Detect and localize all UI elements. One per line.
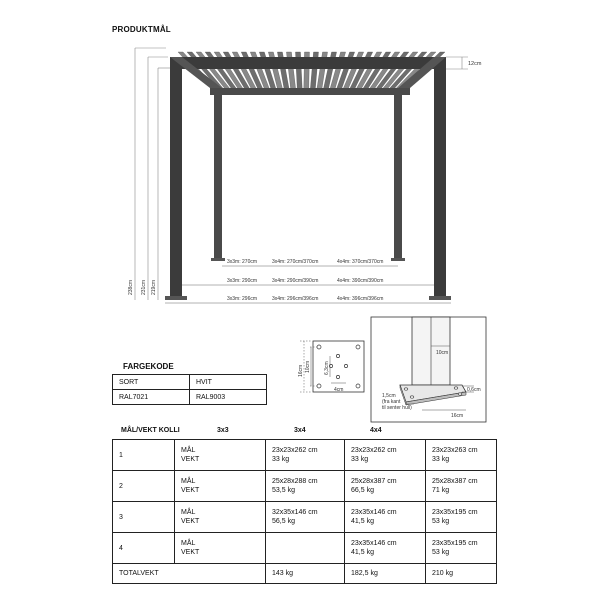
dimension-value: 23x23x262 cm <box>351 447 397 454</box>
value-cell <box>426 440 497 471</box>
dim-row2-c: 4x4m: 390cm/390cm <box>337 278 384 284</box>
vekt-label: VEKT <box>181 549 200 556</box>
column-header-4x4: 4x4 <box>370 427 382 434</box>
value-cell <box>266 502 345 533</box>
table-cell: HVIT <box>190 375 267 390</box>
front-left-base <box>165 296 187 300</box>
dimension-value: 25x28x288 cm <box>272 478 318 485</box>
label-cell <box>175 502 266 533</box>
dim-row1-a: 3x3m: 270cm <box>227 259 258 265</box>
weight-value: 33 kg <box>272 456 290 463</box>
dimension-value: 25x28x387 cm <box>351 478 397 485</box>
back-right-post <box>394 95 402 259</box>
weight-value: 53 kg <box>432 549 450 556</box>
dimension-value: 23x23x263 cm <box>432 447 478 454</box>
post-detail-diagram <box>371 317 486 422</box>
page-title: PRODUKTMÅL <box>112 25 171 34</box>
plate-thickness-label: 0,6cm <box>467 387 481 393</box>
row-number: 4 <box>119 544 123 552</box>
table-cell: RAL7021 <box>113 390 190 405</box>
baseplate-width-label: 16cm <box>298 364 304 377</box>
dimension-value: 23x35x146 cm <box>351 540 397 547</box>
fargekode-title: FARGEKODE <box>123 362 174 371</box>
label-cell <box>175 440 266 471</box>
weight-value: 41,5 kg <box>351 549 374 556</box>
table-cell: RAL9003 <box>190 390 267 405</box>
fargekode-table <box>112 374 267 405</box>
edge-note-2: til senter hull) <box>382 405 412 411</box>
value-cell <box>345 533 426 564</box>
vekt-label: VEKT <box>181 487 200 494</box>
dimension-value: 32x35x146 cm <box>272 509 318 516</box>
front-right-post <box>434 69 446 297</box>
mal-label: MÅL <box>181 447 196 454</box>
post-plate-width-label: 16cm <box>451 413 464 419</box>
baseplate-hole-spacing-inner: 6,3cm <box>324 361 330 375</box>
label-cell <box>175 471 266 502</box>
dim-row1-c: 4x4m: 370cm/370cm <box>337 259 384 265</box>
value-cell <box>266 533 345 564</box>
edge-distance-label: 1,5cm <box>382 393 396 399</box>
total-3x4: 182,5 kg <box>345 564 426 584</box>
mal-label: MÅL <box>181 478 196 485</box>
top-height-dimension <box>446 57 468 69</box>
total-3x3: 143 kg <box>266 564 345 584</box>
front-right-base <box>429 296 451 300</box>
weight-value: 53,5 kg <box>272 487 295 494</box>
dim-row3-c: 4x4m: 396cm/396cm <box>337 296 384 302</box>
value-cell <box>426 502 497 533</box>
value-cell <box>266 440 345 471</box>
weight-value: 53 kg <box>432 518 450 525</box>
value-cell <box>345 440 426 471</box>
total-label: TOTALVEKT <box>113 564 266 584</box>
post-width-label: 10cm <box>436 350 449 356</box>
table-row <box>113 440 497 471</box>
row-number-cell <box>113 502 175 533</box>
table-row <box>113 533 497 564</box>
dim-row2-b: 3x4m: 290cm/390cm <box>272 278 319 284</box>
column-header-3x3: 3x3 <box>217 427 229 434</box>
edge-note-1: (fra kant <box>382 399 401 405</box>
value-cell <box>426 533 497 564</box>
row-number: 1 <box>119 451 123 459</box>
table-cell: SORT <box>113 375 190 390</box>
malvekt-table <box>112 439 497 584</box>
value-cell <box>345 502 426 533</box>
table-row <box>113 471 497 502</box>
mal-label: MÅL <box>181 540 196 547</box>
value-cell <box>345 471 426 502</box>
label-cell <box>175 533 266 564</box>
dimension-value: 23x35x195 cm <box>432 540 478 547</box>
height-label-238: 238cm <box>128 279 134 295</box>
row-number-cell <box>113 533 175 564</box>
baseplate-diagram <box>298 341 364 393</box>
weight-value: 41,5 kg <box>351 518 374 525</box>
weight-value: 66,5 kg <box>351 487 374 494</box>
vekt-label: VEKT <box>181 518 200 525</box>
dimension-value: 25x28x387 cm <box>432 478 478 485</box>
column-header-3x4: 3x4 <box>294 427 306 434</box>
back-left-post <box>214 95 222 259</box>
weight-value: 71 kg <box>432 487 450 494</box>
vekt-label: VEKT <box>181 456 200 463</box>
back-right-base <box>391 258 405 261</box>
height-label-231: 231cm <box>141 279 147 295</box>
back-left-base <box>211 258 225 261</box>
total-row <box>113 564 497 584</box>
height-label-219: 219cm <box>151 279 157 295</box>
weight-value: 33 kg <box>432 456 450 463</box>
row-number-cell <box>113 440 175 471</box>
baseplate-hole-spacing-v: 10cm <box>305 360 311 373</box>
top-height-label: 12cm <box>468 61 482 67</box>
value-cell <box>426 471 497 502</box>
value-cell <box>266 471 345 502</box>
table-row <box>113 375 267 390</box>
total-4x4: 210 kg <box>426 564 497 584</box>
height-dimension-lines <box>135 48 172 300</box>
front-beam <box>170 57 446 69</box>
row-number: 2 <box>119 482 123 490</box>
mal-label: MÅL <box>181 509 196 516</box>
baseplate-hole-spacing-h: 4cm <box>334 387 344 393</box>
dimension-value: 23x23x262 cm <box>272 447 318 454</box>
table-row <box>113 390 267 405</box>
table-row <box>113 502 497 533</box>
dim-row1-b: 3x4m: 270cm/370cm <box>272 259 319 265</box>
dimension-value: 23x35x146 cm <box>351 509 397 516</box>
back-beam <box>210 88 410 95</box>
dim-row3-b: 3x4m: 296cm/396cm <box>272 296 319 302</box>
dim-row3-a: 3x3m: 296cm <box>227 296 258 302</box>
row-number-cell <box>113 471 175 502</box>
malvekt-title: MÅL/VEKT KOLLI <box>121 427 180 434</box>
dim-row2-a: 3x3m: 290cm <box>227 278 258 284</box>
weight-value: 56,5 kg <box>272 518 295 525</box>
weight-value: 33 kg <box>351 456 369 463</box>
row-number: 3 <box>119 513 123 521</box>
dimension-value: 23x35x195 cm <box>432 509 478 516</box>
front-left-post <box>170 69 182 297</box>
